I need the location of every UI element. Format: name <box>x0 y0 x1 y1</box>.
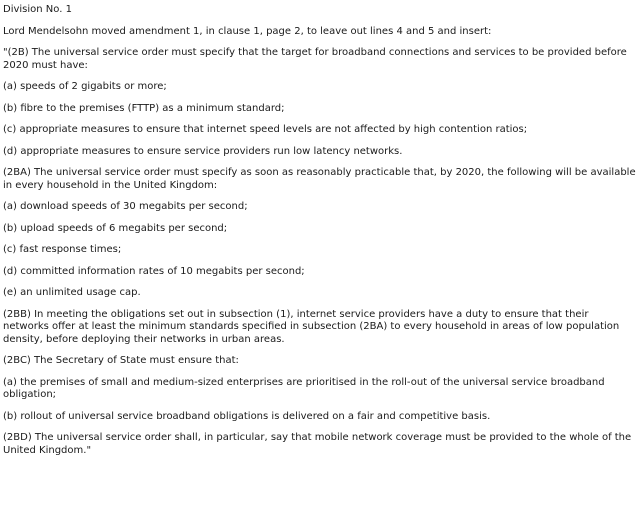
subsection-2bc: (2BC) The Secretary of State must ensure that: <box>3 355 239 366</box>
subsection-2bc-item-b: (b) rollout of universal service broadband obligations is delivered on a fair and competitive basis. <box>3 410 491 422</box>
subsection-2bc-item-a: (a) the premises of small and medium-sized enterprises are prioritised in the roll-out of the universal service broadband obligation; <box>3 376 605 400</box>
subsection-2b: "(2B) The universal service order must specify that the target for broadband connections and services to be provided before 2020 must have: <box>3 47 627 71</box>
subsection-2ba-item-c: (c) fast response times; <box>3 244 122 255</box>
subsection-2b-item-d: (d) appropriate measures to ensure service providers run low latency networks. <box>3 145 403 157</box>
subsection-2ba-item-a: (a) download speeds of 30 megabits per second; <box>3 201 248 212</box>
subsection-2b-item-c: (c) appropriate measures to ensure that internet speed levels are not affected by high contention ratios; <box>3 124 528 135</box>
subsection-2ba-item-b: (b) upload speeds of 6 megabits per second; <box>3 222 228 234</box>
subsection-2b-item-b: (b) fibre to the premises (FTTP) as a minimum standard; <box>3 102 285 114</box>
subsection-2bb: (2BB) In meeting the obligations set out in subsection (1), internet service providers have a duty to ensure that their networks offer at least the minimum standards specified in subsection (2BA) to every household in areas of low population density, before deploying their networks in urban areas. <box>3 308 620 345</box>
subsection-2ba-item-e: (e) an unlimited usage cap. <box>3 287 141 298</box>
subsection-2b-item-a: (a) speeds of 2 gigabits or more; <box>3 81 167 92</box>
division-heading: Division No. 1 <box>3 4 72 15</box>
subsection-2bd: (2BD) The universal service order shall, in particular, say that mobile network coverage must be provided to the whole of the United Kingdom." <box>3 432 632 456</box>
subsection-2ba: (2BA) The universal service order must specify as soon as reasonably practicable that, by 2020, the following will be available in every household in the United Kingdom: <box>3 167 636 191</box>
subsection-2ba-item-d: (d) committed information rates of 10 megabits per second; <box>3 265 305 277</box>
amendment-intro: Lord Mendelsohn moved amendment 1, in clause 1, page 2, to leave out lines 4 and 5 and insert: <box>3 25 492 37</box>
